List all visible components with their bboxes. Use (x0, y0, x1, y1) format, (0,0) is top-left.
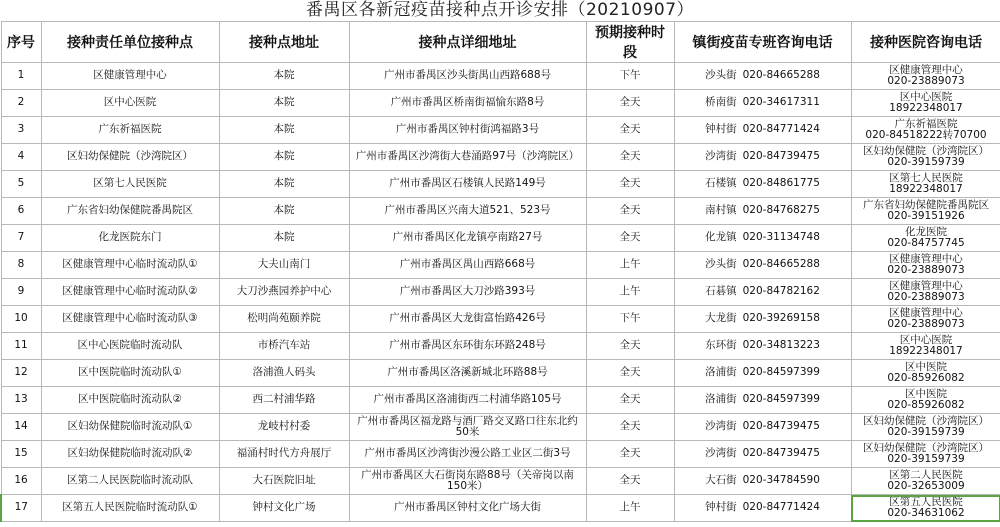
cell-hospital-phone[interactable] (851, 333, 1000, 360)
hospital-name: 区妇幼保健院（沙湾院区） (863, 414, 989, 427)
cell-address[interactable]: 广州市番禺区东环街东环路248号 (349, 333, 586, 360)
cell-address[interactable]: 广州市番禺区钟村街鸿福路3号 (349, 117, 586, 144)
cell-hospital-phone[interactable] (851, 441, 1000, 468)
hospital-name: 区中心医院 (899, 333, 953, 346)
cell-hospital-phone[interactable] (851, 63, 1000, 90)
hospital-name: 区中医院 (905, 387, 947, 400)
cell-site[interactable]: 市桥汽车站 (219, 333, 349, 360)
cell-time[interactable]: 下午 (586, 63, 674, 90)
hospital-phone: 020-39159739 (887, 453, 965, 465)
town-phone: 020-84771424 (742, 123, 820, 136)
hospital-phone: 020-34631062 (887, 507, 965, 519)
cell-town-phone[interactable] (674, 225, 851, 252)
town-phone: 020-34784590 (742, 474, 820, 487)
table-row (1, 90, 1000, 117)
table-row (1, 252, 1000, 279)
cell-time[interactable]: 全天 (586, 198, 674, 225)
cell-town-phone[interactable] (674, 306, 851, 333)
cell-address[interactable]: 广州市番禺区沙湾街大巷涌路97号（沙湾院区） (349, 144, 586, 171)
table-row (1, 441, 1000, 468)
town-name: 沙湾街 (705, 150, 737, 163)
cell-hospital-phone[interactable] (851, 171, 1000, 198)
hospital-phone: 020-39159739 (887, 156, 965, 168)
table-row (1, 63, 1000, 90)
table-row (1, 198, 1000, 225)
town-phone: 020-84739475 (742, 150, 820, 163)
cell-town-phone[interactable] (674, 360, 851, 387)
cell-town-phone[interactable] (674, 414, 851, 441)
cell-hospital-phone[interactable] (851, 360, 1000, 387)
town-phone: 020-84861775 (742, 177, 820, 190)
cell-hospital-phone[interactable] (851, 225, 1000, 252)
cell-address[interactable]: 广州市番禺区化龙镇亭南路27号 (349, 225, 586, 252)
table-row (1, 225, 1000, 252)
hospital-name: 广东省妇幼保健院番禺院区 (863, 198, 989, 211)
town-name: 东环街 (705, 339, 737, 352)
cell-town-phone[interactable] (674, 252, 851, 279)
cell-time[interactable]: 全天 (586, 171, 674, 198)
cell-hospital-phone[interactable] (851, 387, 1000, 414)
cell-address[interactable]: 广州市番禺区禺山西路668号 (349, 252, 586, 279)
hospital-name: 区第七人民医院 (889, 171, 963, 184)
cell-site[interactable]: 洛浦渔人码头 (219, 360, 349, 387)
cell-hospital-phone[interactable] (851, 495, 1000, 522)
cell-site[interactable]: 本院 (219, 90, 349, 117)
header-address[interactable]: 接种点详细地址 (349, 22, 586, 63)
header-hospital-phone[interactable]: 接种医院咨询电话 (851, 22, 1000, 63)
cell-hospital-phone[interactable] (851, 468, 1000, 495)
hospital-phone: 020-23889073 (887, 291, 965, 303)
cell-site[interactable]: 大夫山南门 (219, 252, 349, 279)
cell-unit[interactable]: 区健康管理中心临时流动队③ (41, 306, 219, 333)
cell-no[interactable]: 17 (1, 495, 41, 522)
cell-site[interactable]: 钟村文化广场 (219, 495, 349, 522)
cell-time[interactable]: 全天 (586, 144, 674, 171)
hospital-phone: 18922348017 (889, 183, 963, 195)
town-name: 洛浦街 (705, 393, 737, 406)
cell-unit[interactable]: 化龙医院东门 (41, 225, 219, 252)
cell-unit[interactable]: 区中医院临时流动队② (41, 387, 219, 414)
town-name: 化龙镇 (705, 231, 737, 244)
town-name: 钟村街 (705, 501, 737, 514)
cell-time[interactable]: 全天 (586, 360, 674, 387)
town-phone: 020-84597399 (742, 393, 820, 406)
cell-address[interactable]: 广州市番禺区大刀沙路393号 (349, 279, 586, 306)
town-phone: 020-34813223 (742, 339, 820, 352)
cell-time[interactable]: 全天 (586, 414, 674, 441)
cell-no[interactable]: 12 (1, 360, 41, 387)
cell-hospital-phone[interactable] (851, 90, 1000, 117)
table-row (1, 414, 1000, 441)
cell-unit[interactable]: 区健康管理中心临时流动队② (41, 279, 219, 306)
hospital-phone: 020-39159739 (887, 426, 965, 438)
hospital-name: 区健康管理中心 (889, 63, 963, 76)
cell-town-phone[interactable] (674, 441, 851, 468)
cell-site[interactable]: 本院 (219, 63, 349, 90)
cell-unit[interactable]: 区健康管理中心临时流动队① (41, 252, 219, 279)
cell-site[interactable]: 大石医院旧址 (219, 468, 349, 495)
cell-site[interactable]: 福涌村时代方舟展厅 (219, 441, 349, 468)
hospital-phone: 020-23889073 (887, 318, 965, 330)
cell-site[interactable]: 大刀沙燕园养护中心 (219, 279, 349, 306)
cell-time[interactable]: 全天 (586, 117, 674, 144)
cell-site[interactable]: 松明尚苑颐养院 (219, 306, 349, 333)
hospital-name: 广东祈福医院 (894, 117, 958, 130)
town-name: 沙头街 (705, 258, 737, 271)
cell-no[interactable]: 7 (1, 225, 41, 252)
cell-town-phone[interactable] (674, 333, 851, 360)
cell-town-phone[interactable] (674, 495, 851, 522)
cell-town-phone[interactable] (674, 198, 851, 225)
town-name: 南村镇 (705, 204, 737, 217)
town-name: 大龙街 (705, 312, 737, 325)
cell-no[interactable]: 13 (1, 387, 41, 414)
cell-no[interactable]: 10 (1, 306, 41, 333)
hospital-phone: 18922348017 (889, 345, 963, 357)
cell-unit[interactable]: 广东祈福医院 (41, 117, 219, 144)
cell-unit[interactable]: 区中医院临时流动队① (41, 360, 219, 387)
cell-time[interactable]: 全天 (586, 90, 674, 117)
cell-time[interactable]: 上午 (586, 279, 674, 306)
cell-address[interactable]: 广州市番禺区桥南街福愉东路8号 (349, 90, 586, 117)
cell-hospital-phone[interactable] (851, 117, 1000, 144)
vaccination-schedule-table (0, 21, 1000, 522)
cell-unit[interactable]: 区妇幼保健院临时流动队① (41, 414, 219, 441)
table-row (1, 171, 1000, 198)
hospital-phone: 020-39151926 (887, 210, 965, 222)
cell-address[interactable]: 广州市番禺区洛浦街西二村浦华路105号 (349, 387, 586, 414)
cell-time[interactable]: 全天 (586, 333, 674, 360)
cell-town-phone[interactable] (674, 90, 851, 117)
cell-no[interactable]: 16 (1, 468, 41, 495)
town-name: 沙湾街 (705, 447, 737, 460)
town-name: 石碁镇 (705, 285, 737, 298)
hospital-phone: 020-32653009 (887, 480, 965, 492)
cell-time[interactable]: 全天 (586, 225, 674, 252)
table-row (1, 333, 1000, 360)
table-row (1, 468, 1000, 495)
hospital-name: 区中心医院 (899, 90, 953, 103)
hospital-phone: 020-84757745 (887, 237, 965, 249)
cell-address[interactable]: 广州市番禺区福龙路与酒厂路交叉路口往东北约50米 (349, 414, 586, 441)
cell-no[interactable]: 9 (1, 279, 41, 306)
hospital-phone: 020-23889073 (887, 75, 965, 87)
cell-address[interactable]: 广州市番禺区钟村文化广场大街 (349, 495, 586, 522)
cell-no[interactable]: 3 (1, 117, 41, 144)
cell-town-phone[interactable] (674, 171, 851, 198)
header-site[interactable]: 接种点地址 (219, 22, 349, 63)
cell-town-phone[interactable] (674, 468, 851, 495)
town-name: 钟村街 (705, 123, 737, 136)
hospital-name: 区妇幼保健院（沙湾院区） (863, 144, 989, 157)
cell-town-phone[interactable] (674, 63, 851, 90)
cell-address[interactable]: 广州市番禺区沙头街禺山西路688号 (349, 63, 586, 90)
town-name: 沙头街 (705, 69, 737, 82)
table-row (1, 360, 1000, 387)
cell-site[interactable]: 本院 (219, 171, 349, 198)
hospital-phone: 020-85926082 (887, 372, 965, 384)
cell-address[interactable]: 广州市番禺区大龙街富怡路426号 (349, 306, 586, 333)
hospital-phone: 020-84518222转70700 (865, 129, 987, 141)
table-row (1, 495, 1000, 522)
town-phone: 020-84771424 (742, 501, 820, 514)
cell-unit[interactable]: 区第二人民医院临时流动队 (41, 468, 219, 495)
cell-time[interactable]: 全天 (586, 387, 674, 414)
cell-town-phone[interactable] (674, 279, 851, 306)
hospital-name: 区健康管理中心 (889, 252, 963, 265)
cell-no[interactable]: 15 (1, 441, 41, 468)
cell-no[interactable]: 2 (1, 90, 41, 117)
cell-time[interactable]: 上午 (586, 495, 674, 522)
cell-no[interactable]: 14 (1, 414, 41, 441)
cell-no[interactable]: 4 (1, 144, 41, 171)
town-phone: 020-84597399 (742, 366, 820, 379)
cell-unit[interactable]: 区中心医院临时流动队 (41, 333, 219, 360)
hospital-name: 区中医院 (905, 360, 947, 373)
hospital-name: 区妇幼保健院（沙湾院区） (863, 441, 989, 454)
hospital-phone: 18922348017 (889, 102, 963, 114)
hospital-name: 区第二人民医院 (889, 468, 963, 481)
hospital-name: 区健康管理中心 (889, 306, 963, 319)
header-row (1, 22, 1000, 63)
cell-hospital-phone[interactable] (851, 414, 1000, 441)
header-time[interactable]: 预期接种时段 (586, 22, 674, 63)
cell-site[interactable]: 西二村浦华路 (219, 387, 349, 414)
cell-time[interactable]: 下午 (586, 306, 674, 333)
table-row (1, 279, 1000, 306)
cell-time[interactable]: 全天 (586, 441, 674, 468)
cell-hospital-phone[interactable] (851, 198, 1000, 225)
cell-hospital-phone[interactable] (851, 144, 1000, 171)
cell-unit[interactable]: 区第五人民医院临时流动队① (41, 495, 219, 522)
town-name: 洛浦街 (705, 366, 737, 379)
cell-address[interactable]: 广州市番禺区沙湾街沙漫公路工业区二街3号 (349, 441, 586, 468)
cell-hospital-phone[interactable] (851, 279, 1000, 306)
town-phone: 020-34617311 (742, 96, 820, 109)
table-row (1, 117, 1000, 144)
town-phone: 020-84665288 (742, 258, 820, 271)
town-phone: 020-84739475 (742, 447, 820, 460)
hospital-name: 区健康管理中心 (889, 279, 963, 292)
town-phone: 020-31134748 (742, 231, 820, 244)
sheet-title: 番禺区各新冠疫苗接种点开诊安排（20210907） (305, 0, 695, 20)
table-row (1, 306, 1000, 333)
town-phone: 020-84782162 (742, 285, 820, 298)
cell-no[interactable]: 5 (1, 171, 41, 198)
cell-no[interactable]: 1 (1, 63, 41, 90)
cell-time[interactable]: 上午 (586, 252, 674, 279)
cell-unit[interactable]: 区健康管理中心 (41, 63, 219, 90)
hospital-phone: 020-23889073 (887, 264, 965, 276)
cell-site[interactable]: 本院 (219, 198, 349, 225)
cell-address[interactable]: 广州市番禺区洛溪新城北环路88号 (349, 360, 586, 387)
hospital-name: 区第五人民医院 (889, 495, 963, 508)
cell-address[interactable]: 广州市番禺区大石街岗东路88号（关帝岗以南150米） (349, 468, 586, 495)
town-phone: 020-84739475 (742, 420, 820, 433)
table-row (1, 387, 1000, 414)
cell-site[interactable]: 本院 (219, 225, 349, 252)
town-phone: 020-84665288 (742, 69, 820, 82)
cell-hospital-phone[interactable] (851, 306, 1000, 333)
town-phone: 020-39269158 (742, 312, 820, 325)
cell-town-phone[interactable] (674, 144, 851, 171)
cell-address[interactable]: 广州市番禺区石楼镇人民路149号 (349, 171, 586, 198)
cell-site[interactable]: 本院 (219, 117, 349, 144)
town-name: 石楼镇 (705, 177, 737, 190)
town-name: 桥南街 (705, 96, 737, 109)
cell-time[interactable]: 全天 (586, 468, 674, 495)
cell-unit[interactable]: 区第七人民医院 (41, 171, 219, 198)
cell-hospital-phone[interactable] (851, 252, 1000, 279)
cell-no[interactable]: 11 (1, 333, 41, 360)
town-name: 沙湾街 (705, 420, 737, 433)
header-no[interactable]: 序号 (1, 22, 41, 63)
header-town-phone[interactable]: 镇街疫苗专班咨询电话 (674, 22, 851, 63)
header-unit[interactable]: 接种责任单位接种点 (41, 22, 219, 63)
cell-site[interactable]: 本院 (219, 144, 349, 171)
hospital-name: 化龙医院 (905, 225, 947, 238)
cell-unit[interactable]: 区妇幼保健院（沙湾院区） (41, 144, 219, 171)
cell-no[interactable]: 8 (1, 252, 41, 279)
cell-unit[interactable]: 区中心医院 (41, 90, 219, 117)
cell-unit[interactable]: 区妇幼保健院临时流动队② (41, 441, 219, 468)
cell-town-phone[interactable] (674, 387, 851, 414)
cell-site[interactable]: 龙岐村村委 (219, 414, 349, 441)
cell-address[interactable]: 广州市番禺区兴南大道521、523号 (349, 198, 586, 225)
hospital-phone: 020-85926082 (887, 399, 965, 411)
cell-unit[interactable]: 广东省妇幼保健院番禺院区 (41, 198, 219, 225)
town-phone: 020-84768275 (742, 204, 820, 217)
town-name: 大石街 (705, 474, 737, 487)
cell-no[interactable]: 6 (1, 198, 41, 225)
cell-town-phone[interactable] (674, 117, 851, 144)
table-row (1, 144, 1000, 171)
